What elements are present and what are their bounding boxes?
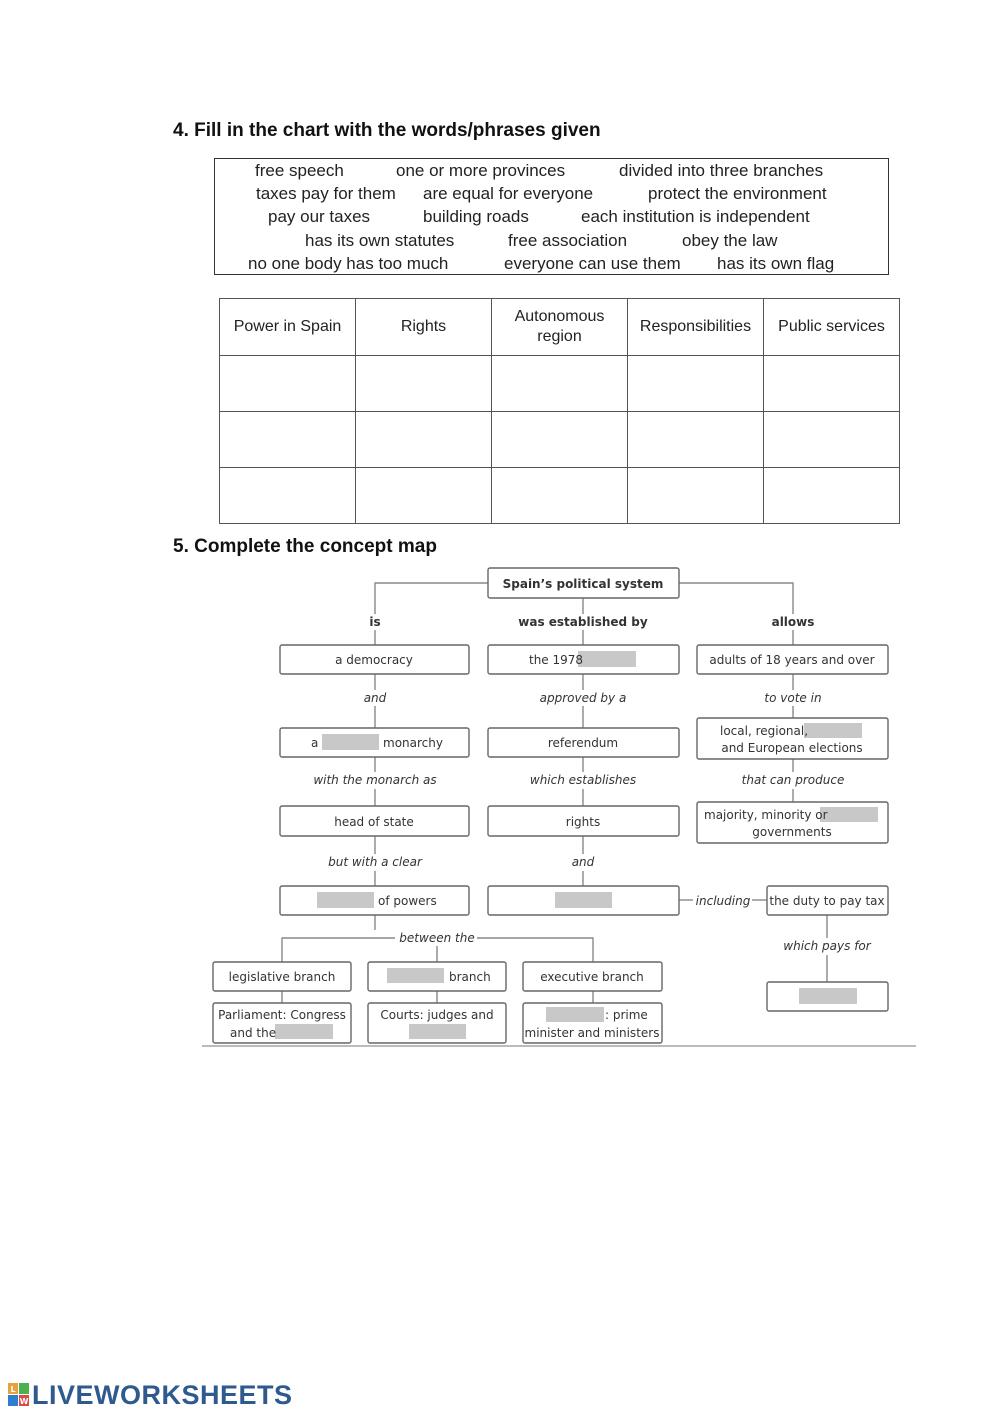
text-and-1: and [363,691,387,705]
text-that-can-produce: that can produce [741,773,845,787]
blank-election-type[interactable] [804,723,862,738]
word-item: each institution is independent [581,207,810,226]
text-but-with-clear: but with a clear [328,855,422,869]
box-separation-of-powers [280,886,469,915]
text-branch: branch [449,970,491,984]
blank-magistrates[interactable] [409,1024,466,1039]
badge-letter-l: L [10,1385,16,1394]
blank-government-type[interactable] [820,807,878,822]
word-item: has its own flag [717,254,835,273]
header-autonomous-region-label: Autonomous region [514,308,605,345]
blank-judicial[interactable] [387,968,444,983]
text-between-the: between the [399,931,475,945]
text-adults: adults of 18 years and over [709,653,875,667]
text-prime: : prime [605,1008,648,1022]
word-item: free association [508,231,628,250]
text-local-regional: local, regional, [720,724,809,738]
word-item: pay our taxes [268,207,371,226]
text-which-establishes: which establishes [529,773,637,787]
liveworksheets-badge-icon [8,1383,30,1407]
text-and-the: and the [230,1026,277,1040]
text-with-monarch: with the monarch as [313,773,437,787]
blank-public-services[interactable] [799,988,857,1004]
text-allows: allows [771,615,815,629]
text-was-established-by: was established by [518,615,648,629]
text-approved-by: approved by a [539,691,627,705]
text-the-1978: the 1978 [529,653,584,667]
text-to-vote-in: to vote in [764,691,822,705]
question-5-title: 5. Complete the concept map [173,536,437,557]
text-majority-minority: majority, minority or [704,808,828,822]
text-which-pays-for: which pays for [783,939,871,953]
word-item: free speech [255,161,344,180]
text-courts: Courts: judges and [380,1008,494,1022]
blank-duties[interactable] [555,892,612,908]
liveworksheets-wordmark: LIVEWORKSHEETS [32,1380,293,1410]
blank-government[interactable] [546,1007,604,1022]
word-item: are equal for everyone [423,184,594,203]
text-governments: governments [752,825,832,839]
text-democracy: a democracy [335,653,413,667]
text-rights: rights [565,815,601,829]
blank-monarchy-type[interactable] [322,734,379,750]
text-head-of-state: head of state [334,815,414,829]
text-and-2: and [571,855,595,869]
text-including: including [695,894,751,908]
word-item: building roads [423,207,529,226]
word-item: divided into three branches [619,161,824,180]
text-political-system: Spain’s political system [502,577,664,591]
header-responsibilities: Responsibilities [628,299,764,356]
text-parliament-congress: Parliament: Congress [218,1008,346,1022]
text-a: a [311,736,319,750]
text-is: is [369,615,381,629]
text-monarchy: monarchy [383,736,443,750]
text-european-elections: and European elections [721,741,863,755]
word-item: obey the law [682,231,778,250]
word-item: everyone can use them [504,254,681,273]
text-referendum: referendum [547,736,619,750]
header-power-in-spain: Power in Spain [220,299,356,356]
blank-constitution[interactable] [578,651,636,667]
badge-letter-w: W [19,1397,29,1406]
word-item: no one body has too much [248,254,449,273]
text-ministers: minister and ministers [524,1026,660,1040]
word-item: has its own statutes [305,231,455,250]
text-executive-branch: executive branch [540,970,644,984]
text-of-powers: of powers [378,894,437,908]
header-public-services: Public services [764,299,900,356]
word-item: one or more provinces [396,161,566,180]
blank-separation[interactable] [317,892,374,908]
word-item: taxes pay for them [256,184,396,203]
text-legislative-branch: legislative branch [228,970,336,984]
text-duty-to-pay-tax: the duty to pay tax [769,894,885,908]
word-item: protect the environment [648,184,827,203]
question-4-title: 4. Fill in the chart with the words/phrases given [173,120,601,141]
header-rights: Rights [356,299,492,356]
blank-senate[interactable] [275,1024,333,1039]
